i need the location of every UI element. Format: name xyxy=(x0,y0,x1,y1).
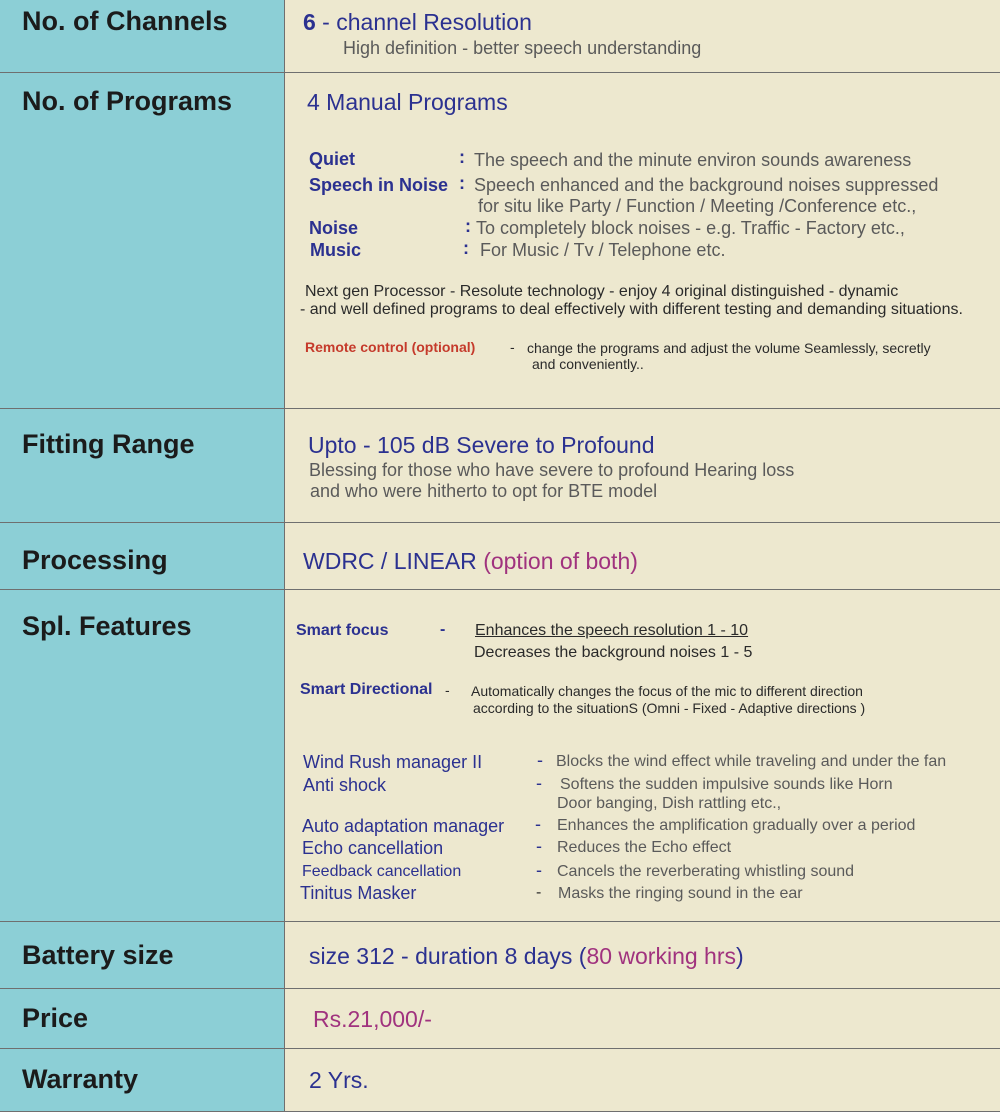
feature-dash: - xyxy=(536,860,542,880)
feature-dash: - xyxy=(536,773,542,793)
row-content xyxy=(285,989,1000,1048)
row-content xyxy=(285,0,1000,72)
feature-description: Masks the ringing sound in the ear xyxy=(558,885,803,902)
price-label: Price xyxy=(22,1003,89,1033)
smart-focus-dash: - xyxy=(440,621,446,638)
battery-close: ) xyxy=(736,943,744,969)
program-name: Speech in Noise xyxy=(309,175,449,195)
programs-title: 4 Manual Programs xyxy=(307,89,508,115)
row-content xyxy=(285,922,1000,988)
program-separator: : xyxy=(465,216,471,236)
smart-directional-name: Smart Directional xyxy=(300,681,433,698)
row-label xyxy=(0,590,285,921)
fitting-title: Upto - 105 dB Severe to Profound xyxy=(308,432,655,458)
feature-description: Enhances the amplification gradually over a period xyxy=(557,817,916,834)
feature-name: Wind Rush manager II xyxy=(303,752,483,772)
smart-focus-line-1: Enhances the speech resolution 1 - 10 xyxy=(475,622,749,639)
remote-control-label: Remote control (optional) xyxy=(305,339,476,355)
row-content xyxy=(285,523,1000,589)
feature-dash: - xyxy=(537,750,543,770)
row-label xyxy=(0,409,285,522)
battery-label: Battery size xyxy=(22,940,174,970)
program-name: Noise xyxy=(309,218,359,238)
program-description-cont: for situ like Party / Function / Meeting /Conference etc., xyxy=(478,196,917,216)
row-features xyxy=(0,590,1000,922)
row-label xyxy=(0,0,285,72)
feature-description-cont: Door banging, Dish rattling etc., xyxy=(557,795,782,812)
price-value: Rs.21,000/- xyxy=(313,1006,432,1032)
program-description: For Music / Tv / Telephone etc. xyxy=(480,240,726,260)
battery-value xyxy=(309,943,744,970)
warranty-label: Warranty xyxy=(22,1064,139,1094)
smart-focus-name: Smart focus xyxy=(296,622,389,639)
row-label xyxy=(0,523,285,589)
channels-subtitle: High definition - better speech understanding xyxy=(343,38,702,58)
row-label xyxy=(0,73,285,408)
processing-value xyxy=(303,548,638,575)
row-label xyxy=(0,1049,285,1111)
feature-description: Cancels the reverberating whistling sound xyxy=(557,863,855,880)
channels-title xyxy=(303,9,532,36)
processing-label: Processing xyxy=(22,545,168,575)
row-programs xyxy=(0,73,1000,409)
feature-dash: - xyxy=(536,836,542,856)
feature-name: Feedback cancellation xyxy=(302,863,462,880)
program-name: Music xyxy=(310,240,362,260)
row-channels xyxy=(0,0,1000,73)
remote-dash: - xyxy=(510,339,515,355)
feature-description: Softens the sudden impulsive sounds like Horn xyxy=(560,776,893,793)
row-content xyxy=(285,590,1000,921)
row-label xyxy=(0,922,285,988)
warranty-value: 2 Yrs. xyxy=(309,1067,369,1093)
row-price xyxy=(0,989,1000,1049)
program-description: Speech enhanced and the background noises suppressed xyxy=(474,175,939,195)
feature-name: Anti shock xyxy=(303,775,387,795)
feature-dash: - xyxy=(535,814,541,834)
feature-description: Blocks the wind effect while traveling and under the fan xyxy=(556,753,947,770)
program-name: Quiet xyxy=(309,149,356,169)
processor-line-1: Next gen Processor - Resolute technology - enjoy 4 original distinguished - dynamic xyxy=(305,283,899,300)
features-label: Spl. Features xyxy=(22,611,192,641)
row-warranty xyxy=(0,1049,1000,1112)
program-separator: : xyxy=(459,147,465,167)
channels-count: 6 xyxy=(303,9,316,35)
program-description: To completely block noises - e.g. Traffic - Factory etc., xyxy=(476,218,905,238)
row-content xyxy=(285,1049,1000,1111)
programs-label: No. of Programs xyxy=(22,86,233,116)
row-label xyxy=(0,989,285,1048)
smart-directional-line-2: according to the situationS (Omni - Fixed - Adaptive directions ) xyxy=(473,700,866,716)
channels-label: No. of Channels xyxy=(22,6,228,36)
row-content xyxy=(285,73,1000,408)
row-processing xyxy=(0,523,1000,590)
feature-name: Echo cancellation xyxy=(302,838,444,858)
remote-line-1: change the programs and adjust the volume Seamlessly, secretly xyxy=(527,340,931,356)
row-battery xyxy=(0,922,1000,989)
program-separator: : xyxy=(463,238,469,258)
feature-dash: - xyxy=(536,884,542,901)
program-separator: : xyxy=(459,173,465,193)
smart-directional-line-1: Automatically changes the focus of the mic to different direction xyxy=(471,683,863,699)
processing-main: WDRC / LINEAR xyxy=(303,548,484,574)
row-content xyxy=(285,409,1000,522)
row-fitting-range xyxy=(0,409,1000,523)
battery-main: size 312 - duration 8 days ( xyxy=(309,943,587,969)
feature-name: Auto adaptation manager xyxy=(302,816,505,836)
fitting-label: Fitting Range xyxy=(22,429,195,459)
smart-directional-dash: - xyxy=(445,682,450,698)
smart-focus-line-2: Decreases the background noises 1 - 5 xyxy=(474,644,753,661)
processor-line-2: - and well defined programs to deal effectively with different testing and demanding situations. xyxy=(300,301,963,318)
remote-line-2: and conveniently.. xyxy=(532,356,644,372)
battery-highlight: 80 working hrs xyxy=(586,943,737,969)
program-description: The speech and the minute environ sounds awareness xyxy=(474,150,912,170)
feature-description: Reduces the Echo effect xyxy=(557,839,732,856)
channels-title-rest: - channel Resolution xyxy=(315,9,532,35)
fitting-line-2: and who were hitherto to opt for BTE model xyxy=(310,481,658,501)
feature-name: Tinitus Masker xyxy=(300,883,417,903)
processing-option: (option of both) xyxy=(483,548,638,574)
fitting-line-1: Blessing for those who have severe to profound Hearing loss xyxy=(309,460,795,480)
